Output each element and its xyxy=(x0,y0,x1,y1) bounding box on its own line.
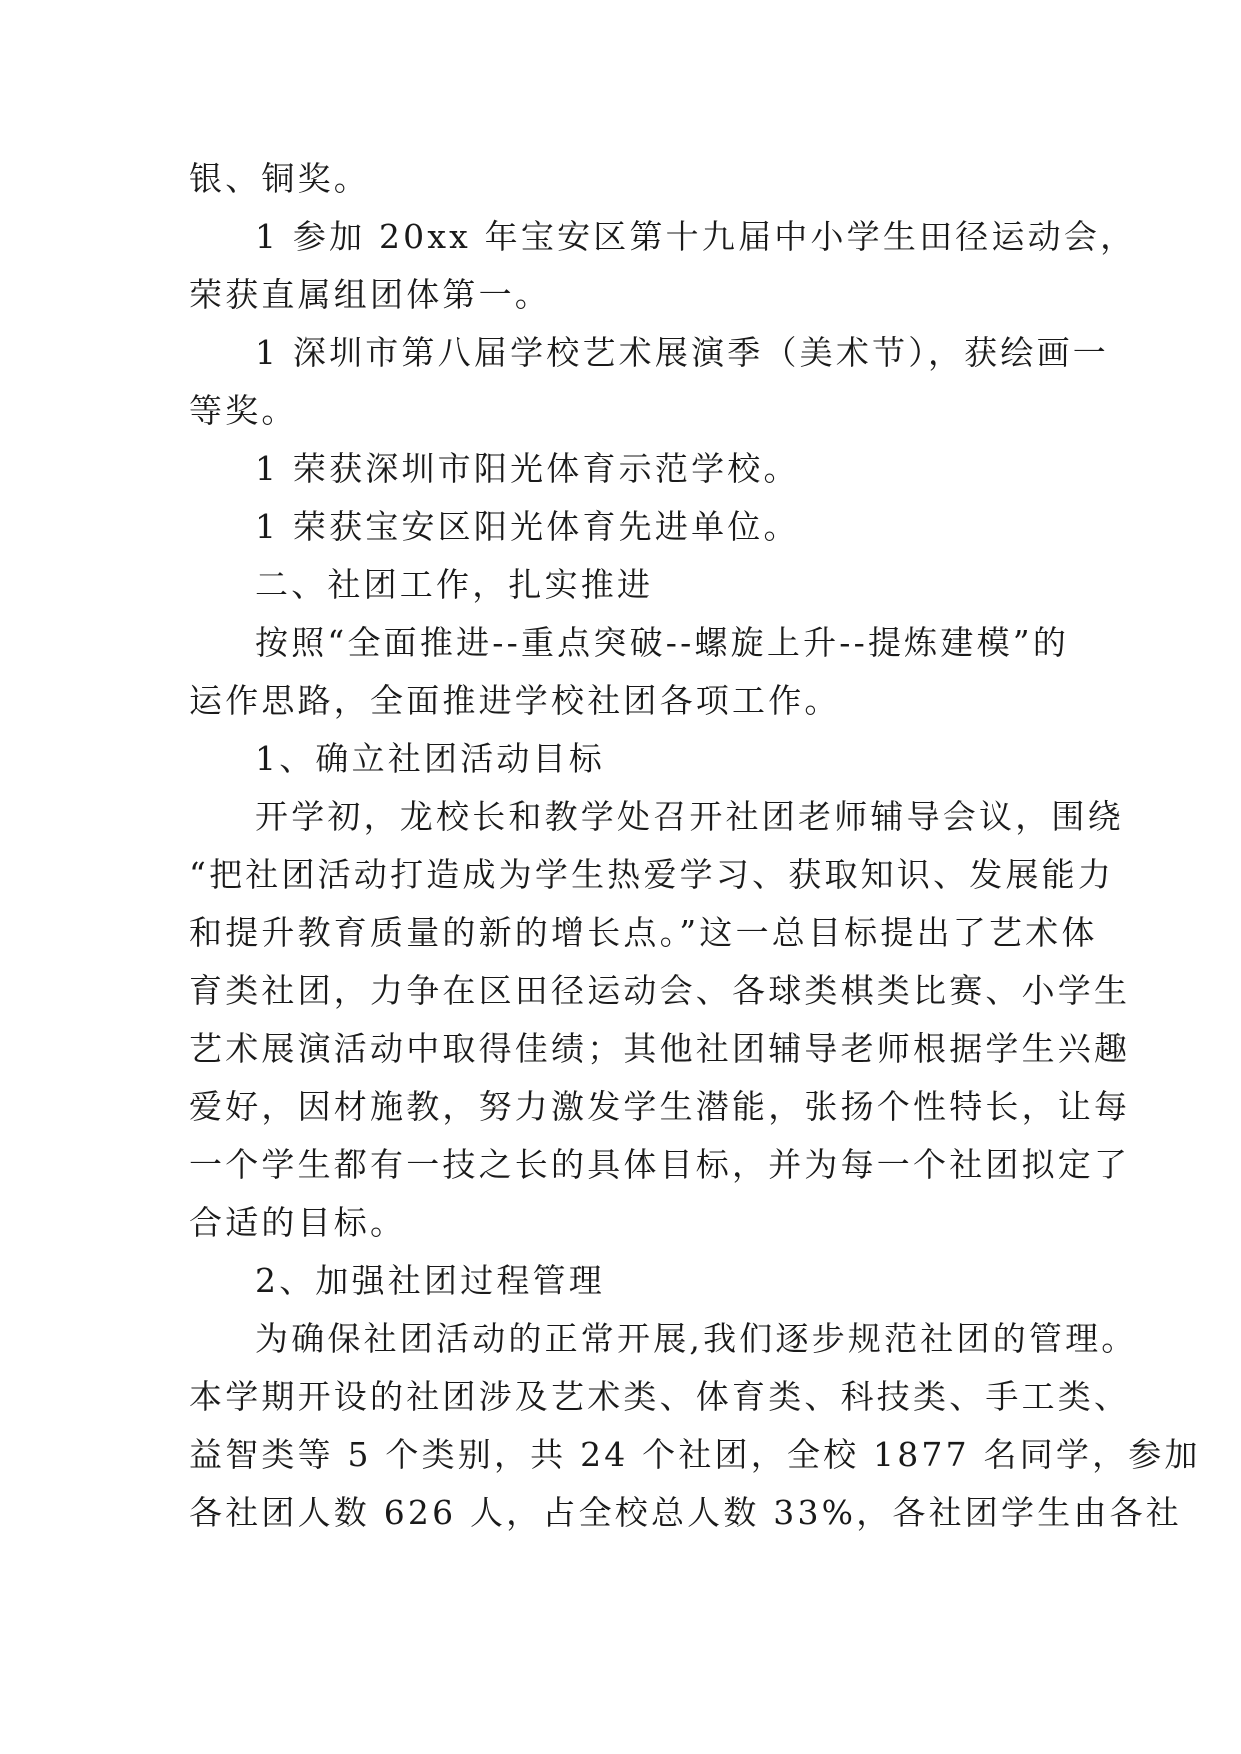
paragraph-line: 开学初，龙校长和教学处召开社团老师辅导会议，围绕 xyxy=(255,797,1124,836)
paragraph-line: 按照“全面推进--重点突破--螺旋上升--提炼建模”的 xyxy=(255,623,1070,662)
paragraph-line: 各社团人数 626 人，占全校总人数 33%，各社团学生由各社 xyxy=(189,1493,1183,1532)
paragraph-line: 合适的目标。 xyxy=(189,1203,407,1242)
subsection-heading: 2、加强社团过程管理 xyxy=(255,1261,605,1300)
paragraph-line: 运作思路，全面推进学校社团各项工作。 xyxy=(189,681,841,720)
subsection-heading: 1、确立社团活动目标 xyxy=(255,739,605,778)
paragraph-line: 等奖。 xyxy=(189,391,298,430)
document-body xyxy=(189,150,1201,1542)
paragraph-line: 育类社团，力争在区田径运动会、各球类棋类比赛、小学生 xyxy=(189,971,1131,1010)
paragraph-line: 银、铜奖。 xyxy=(189,159,370,198)
paragraph-line: 荣获直属组团体第一。 xyxy=(189,275,551,314)
paragraph-line: “把社团活动打造成为学生热爱学习、获取知识、发展能力 xyxy=(189,855,1115,894)
section-heading: 二、社团工作，扎实推进 xyxy=(255,565,654,604)
paragraph-line: 为确保社团活动的正常开展,我们逐步规范社团的管理。 xyxy=(255,1319,1138,1358)
list-item-line: 1 荣获深圳市阳光体育示范学校。 xyxy=(255,449,800,488)
paragraph-line: 本学期开设的社团涉及艺术类、体育类、科技类、手工类、 xyxy=(189,1377,1131,1416)
paragraph-line: 艺术展演活动中取得佳绩；其他社团辅导老师根据学生兴趣 xyxy=(189,1029,1131,1068)
paragraph-line: 爱好，因材施教，努力激发学生潜能，张扬个性特长，让每 xyxy=(189,1087,1131,1126)
paragraph-line: 益智类等 5 个类别，共 24 个社团，全校 1877 名同学，参加 xyxy=(189,1435,1201,1474)
list-item-line: 1 深圳市第八届学校艺术展演季（美术节），获绘画一 xyxy=(255,333,1109,372)
paragraph-line: 一个学生都有一技之长的具体目标，并为每一个社团拟定了 xyxy=(189,1145,1131,1184)
list-item-line: 1 参加 20xx 年宝安区第十九届中小学生田径运动会， xyxy=(255,217,1137,256)
list-item-line: 1 荣获宝安区阳光体育先进单位。 xyxy=(255,507,800,546)
paragraph-line: 和提升教育质量的新的增长点。”这一总目标提出了艺术体 xyxy=(189,913,1098,952)
